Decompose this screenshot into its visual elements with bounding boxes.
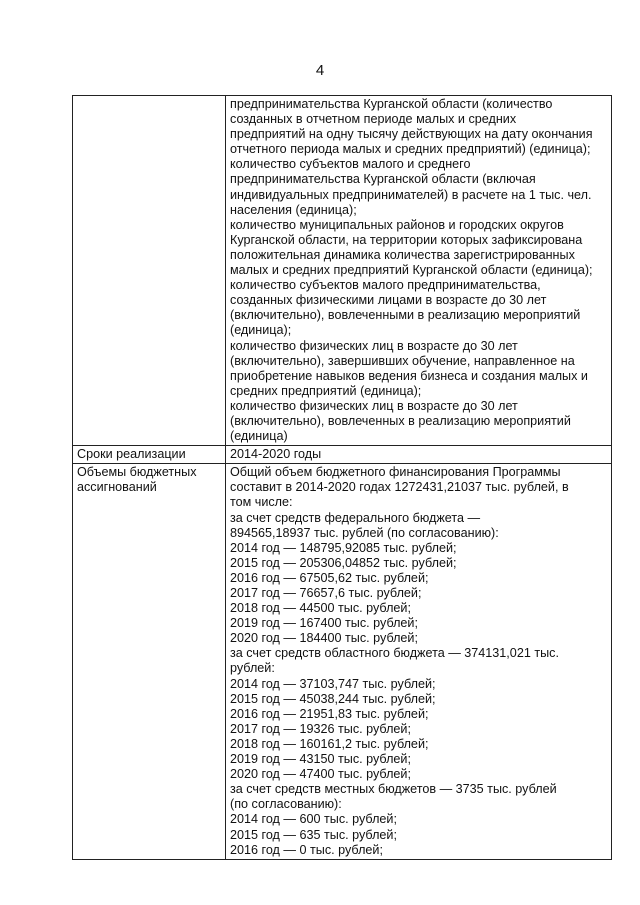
indicators-cell (226, 96, 612, 446)
table-row-timeline (73, 446, 612, 464)
text-line: 2016 год — 0 тыс. рублей; (230, 842, 383, 857)
text-line: Курганской области, на территории которых зафиксирована (230, 232, 583, 247)
text-line: (включительно), вовлеченными в реализацию мероприятий (230, 308, 581, 323)
text-line: количество субъектов малого предпринимательства, (230, 278, 541, 293)
text-line: (включительно), вовлеченных в реализацию мероприятий (230, 413, 571, 428)
label-line: Объемы бюджетных (77, 465, 197, 480)
text-line: 2018 год — 44500 тыс. рублей; (230, 601, 411, 616)
text-line: 2018 год — 160161,2 тыс. рублей; (230, 736, 429, 751)
text-line: за счет средств местных бюджетов — 3735 тыс. рублей (230, 782, 557, 797)
page-number: 4 (315, 62, 325, 79)
text-line: 2014-2020 годы (230, 447, 322, 462)
text-line: 2015 год — 205306,04852 тыс. рублей; (230, 555, 457, 570)
text-line: предпринимательства Курганской области (включая (230, 172, 536, 187)
budget-cell (226, 464, 612, 859)
text-line: за счет средств федерального бюджета — (230, 510, 481, 525)
text-line: (по согласованию): (230, 797, 342, 812)
text-line: количество физических лиц в возрасте до 30 лет (230, 338, 518, 353)
program-passport-table (72, 95, 612, 860)
text-line: (включительно), завершивших обучение, направленное на (230, 353, 575, 368)
row-label-budget (73, 464, 226, 859)
text-line: средних предприятий (единица); (230, 383, 422, 398)
text-line: том числе: (230, 495, 293, 510)
text-line: приобретение навыков ведения бизнеса и создания малых и (230, 368, 588, 383)
text-line: количество муниципальных районов и городских округов (230, 217, 564, 232)
label-line: ассигнований (77, 480, 157, 495)
timeline-cell (226, 446, 612, 464)
text-line: 894565,18937 тыс. рублей (по согласованию): (230, 525, 499, 540)
text-line: 2014 год — 37103,747 тыс. рублей; (230, 676, 436, 691)
text-line: 2015 год — 45038,244 тыс. рублей; (230, 691, 436, 706)
text-line: 2019 год — 43150 тыс. рублей; (230, 752, 411, 767)
text-line: населения (единица); (230, 202, 357, 217)
text-line: положительная динамика количества зарегистрированных (230, 247, 575, 262)
text-line: составит в 2014-2020 годах 1272431,21037 тыс. рублей, в (230, 480, 569, 495)
row-label-timeline: Сроки реализации (73, 446, 226, 464)
text-line: предпринимательства Курганской области (количество (230, 97, 553, 111)
text-line: количество субъектов малого и среднего (230, 157, 471, 172)
text-line: (единица); (230, 323, 292, 338)
text-line: 2016 год — 67505,62 тыс. рублей; (230, 570, 429, 585)
text-line: количество физических лиц в возрасте до 30 лет (230, 398, 518, 413)
table-row-budget (73, 464, 612, 859)
text-line: индивидуальных предпринимателей) в расчете на 1 тыс. чел. (230, 187, 592, 202)
text-line: 2014 год — 148795,92085 тыс. рублей; (230, 540, 457, 555)
text-line: рублей: (230, 661, 275, 676)
text-line: 2017 год — 76657,6 тыс. рублей; (230, 586, 422, 600)
text-line: малых и средних предприятий Курганской области (единица); (230, 263, 593, 278)
table-row-indicators (73, 96, 612, 446)
text-line: отчетного периода малых и средних предприятий) (единица); (230, 142, 591, 157)
text-line: за счет средств областного бюджета — 374131,021 тыс. (230, 646, 559, 661)
text-line: 2017 год — 19326 тыс. рублей; (230, 721, 411, 736)
text-line: 2016 год — 21951,83 тыс. рублей; (230, 706, 429, 721)
text-line: 2020 год — 47400 тыс. рублей; (230, 767, 411, 782)
text-line: Общий объем бюджетного финансирования Программы (230, 465, 561, 480)
row-label-empty (73, 96, 226, 446)
text-line: 2020 год — 184400 тыс. рублей; (230, 631, 418, 646)
text-line: созданных физическими лицами в возрасте до 30 лет (230, 293, 547, 308)
text-line: 2019 год — 167400 тыс. рублей; (230, 616, 418, 631)
text-line: предприятий на одну тысячу действующих на дату окончания (230, 127, 593, 142)
text-line: (единица) (230, 429, 288, 444)
text-line: 2015 год — 635 тыс. рублей; (230, 827, 397, 842)
text-line: 2014 год — 600 тыс. рублей; (230, 812, 397, 827)
text-line: созданных в отчетном периоде малых и средних (230, 112, 517, 127)
